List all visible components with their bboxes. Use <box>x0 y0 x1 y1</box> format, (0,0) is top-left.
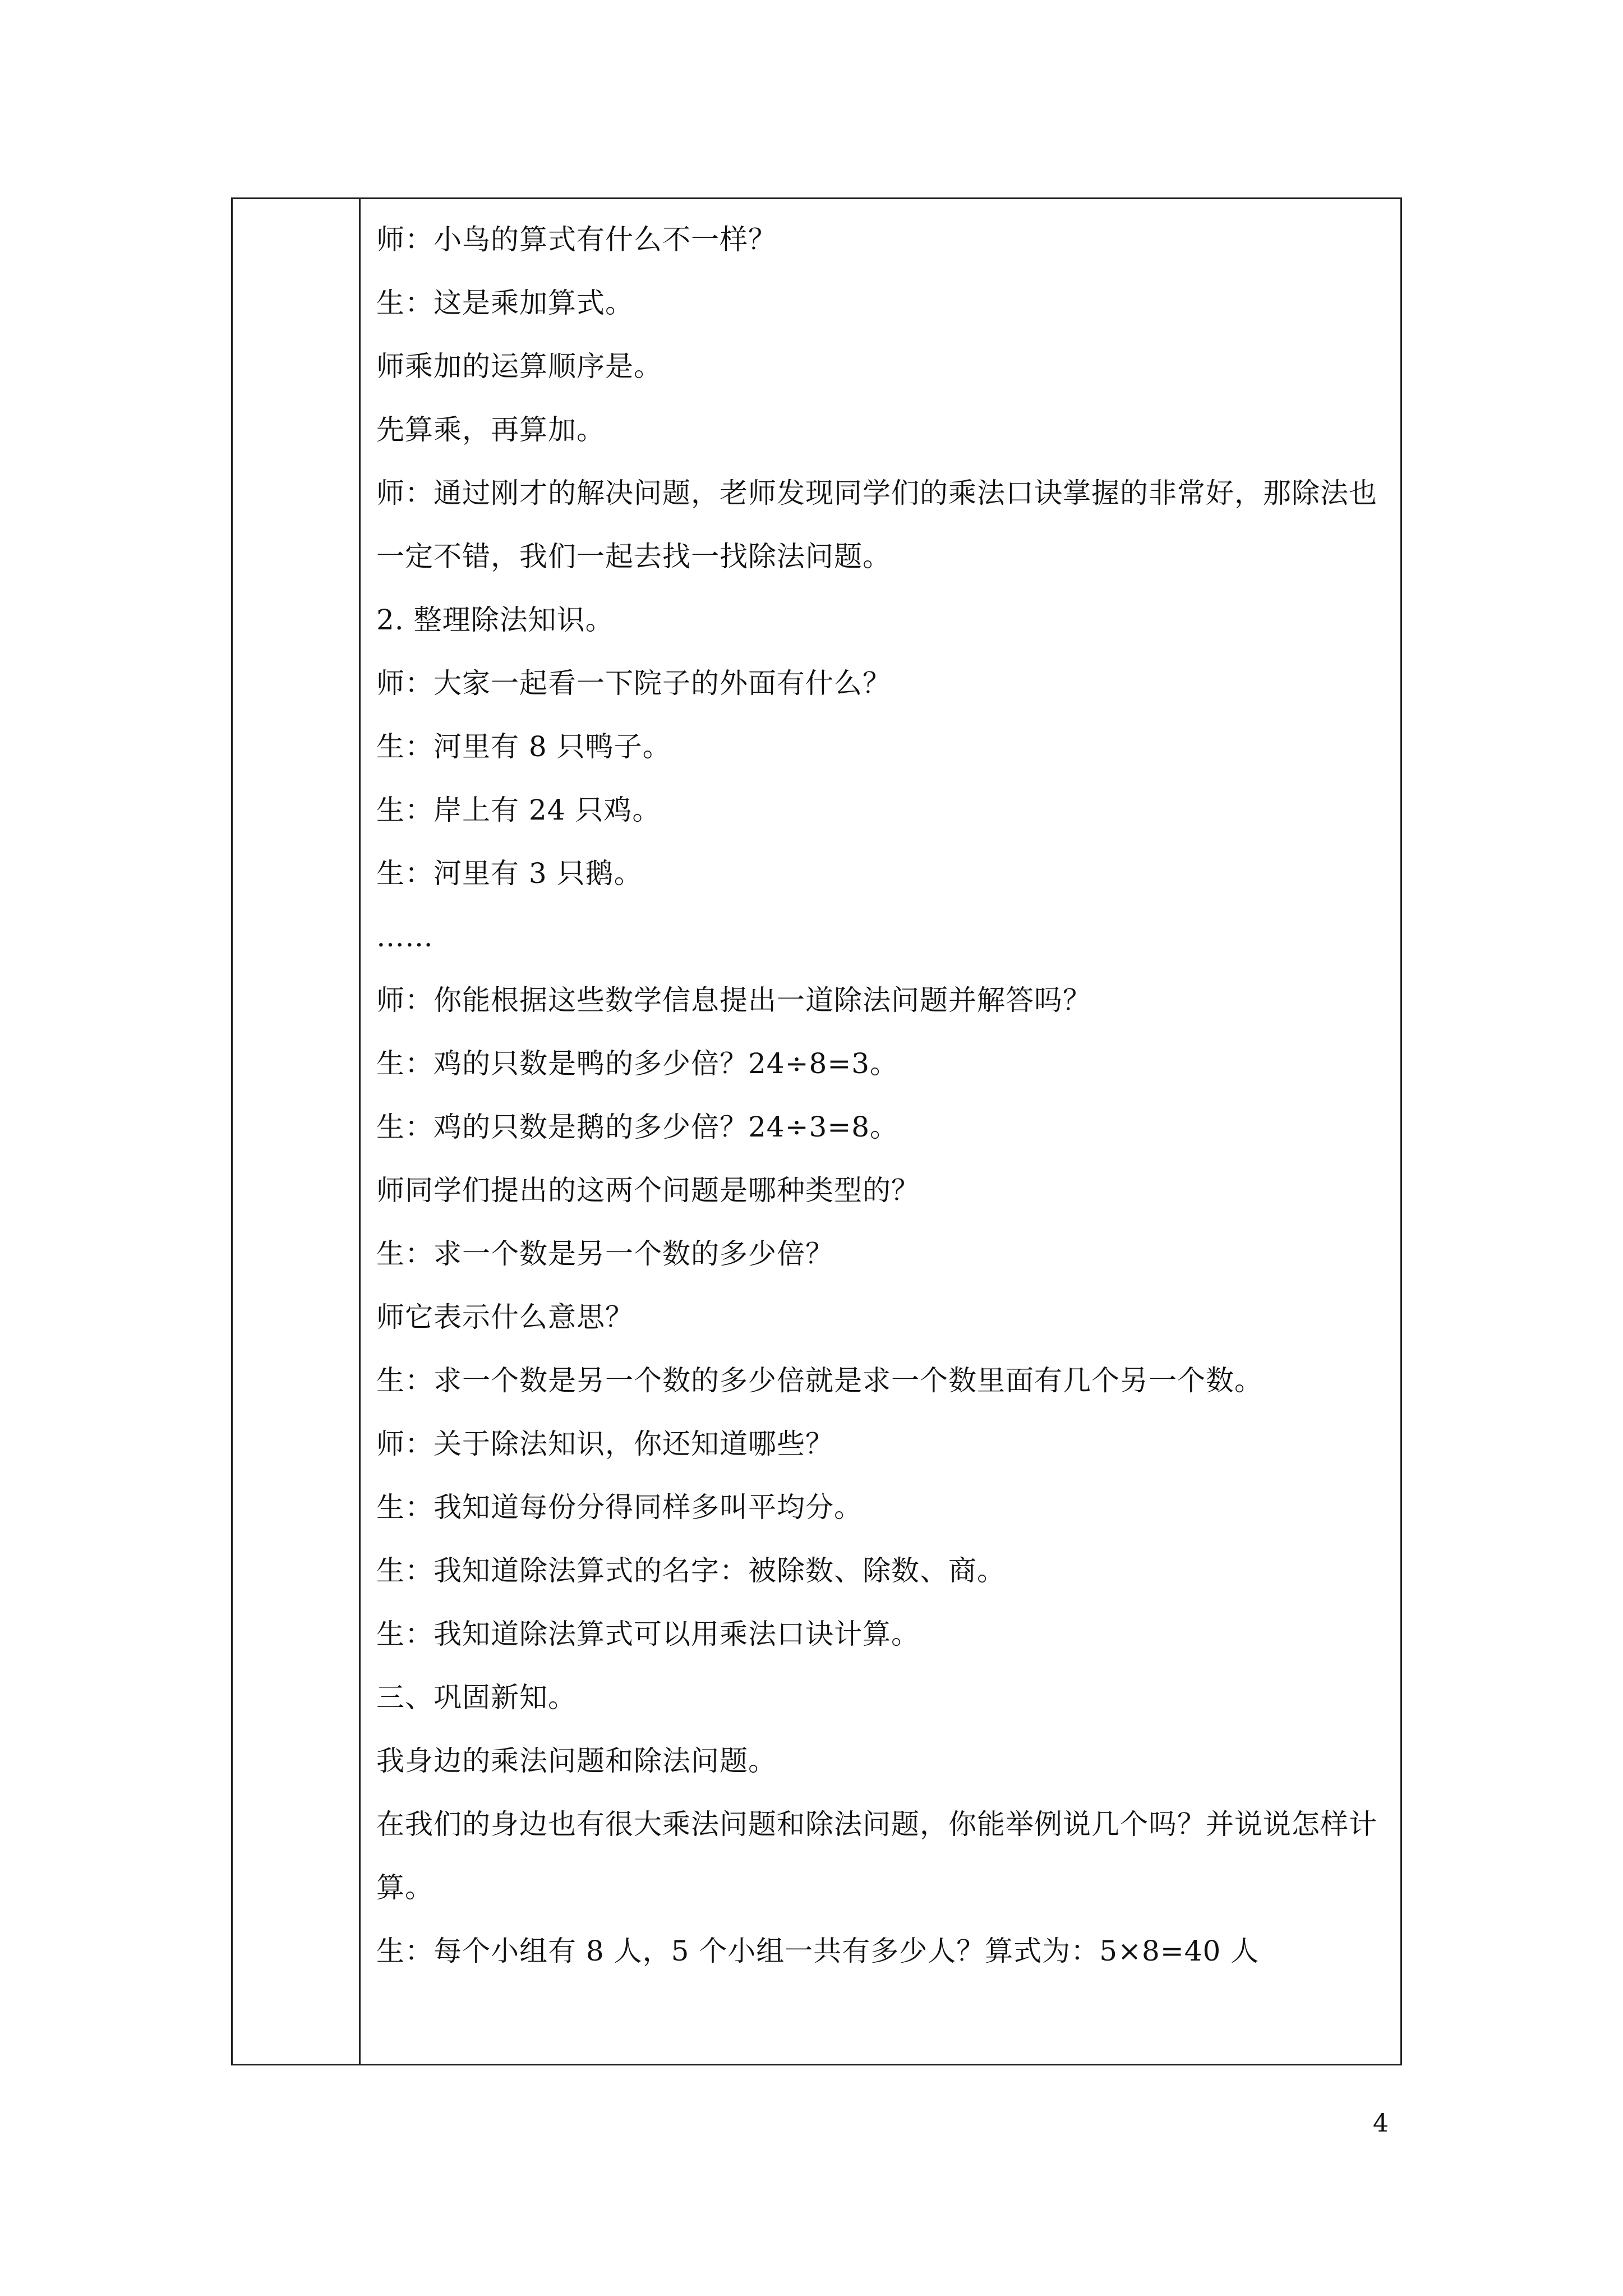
table-left-column <box>233 199 361 2064</box>
text-line: 师：大家一起看一下院子的外面有什么？ <box>376 667 891 700</box>
text-line: …… <box>376 921 434 953</box>
text-line: 生：求一个数是另一个数的多少倍就是求一个数里面有几个另一个数。 <box>376 1364 1263 1397</box>
text-line: 生：每个小组有 8 人，5 个小组一共有多少人？算式为：5×8=40 人 <box>376 1935 1260 1967</box>
text-line: 先算乘，再算加。 <box>376 413 605 446</box>
text-line: 生：这是乘加算式。 <box>376 287 634 319</box>
text-line: 一定不错，我们一起去找一找除法问题。 <box>376 540 891 573</box>
text-line: 生：求一个数是另一个数的多少倍？ <box>376 1237 834 1270</box>
text-line: 师：关于除法知识，你还知道哪些？ <box>376 1428 834 1460</box>
text-line: 师同学们提出的这两个问题是哪种类型的？ <box>376 1174 920 1207</box>
text-line: 师：通过刚才的解决问题，老师发现同学们的乘法口诀掌握的非常好，那除法也 <box>376 477 1377 509</box>
text-line: 生：鸡的只数是鸭的多少倍？24÷8=3。 <box>376 1047 899 1080</box>
text-line: 生：我知道除法算式的名字：被除数、除数、商。 <box>376 1554 1006 1587</box>
text-line: 在我们的身边也有很大乘法问题和除法问题，你能举例说几个吗？并说说怎样计 <box>376 1808 1377 1841</box>
text-line: 生：鸡的只数是鹅的多少倍？24÷3=8。 <box>376 1111 899 1143</box>
text-line: 生：河里有 8 只鸭子。 <box>376 730 671 763</box>
text-line: 师：你能根据这些数学信息提出一道除法问题并解答吗？ <box>376 984 1091 1016</box>
page-number: 4 <box>1373 2109 1389 2138</box>
text-line: 生：我知道除法算式可以用乘法口诀计算。 <box>376 1618 920 1650</box>
text-line: 师乘加的运算顺序是。 <box>376 350 662 383</box>
text-line: 算。 <box>376 1871 434 1904</box>
text-line: 师：小鸟的算式有什么不一样？ <box>376 223 777 256</box>
text-line: 师它表示什么意思？ <box>376 1301 634 1333</box>
text-line: 我身边的乘法问题和除法问题。 <box>376 1745 777 1777</box>
text-line: 生：河里有 3 只鹅。 <box>376 857 643 890</box>
lesson-table <box>231 197 1402 2065</box>
text-line: 生：岸上有 24 只鸡。 <box>376 794 661 826</box>
table-right-column <box>361 199 1400 2064</box>
text-line: 生：我知道每份分得同样多叫平均分。 <box>376 1491 863 1524</box>
text-line: 2. 整理除法知识。 <box>376 604 614 636</box>
text-line: 三、巩固新知。 <box>376 1681 577 1714</box>
